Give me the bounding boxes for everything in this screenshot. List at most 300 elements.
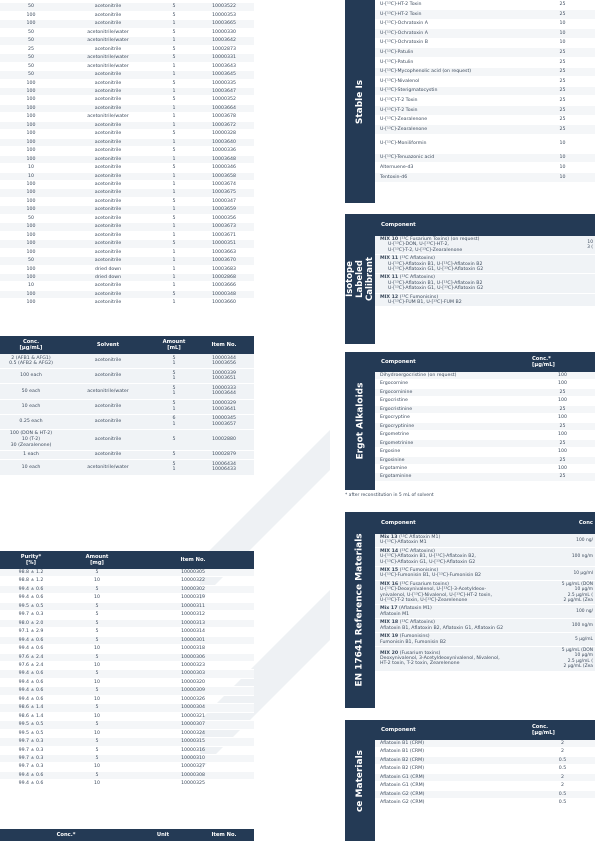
component-header: Component [381, 520, 416, 526]
table-cell: acetonitrile [62, 172, 154, 180]
table-cell: 99.4 ± 0.6 [0, 780, 62, 788]
table-cell: 25 [530, 58, 595, 68]
table-cell: 25 [530, 388, 595, 396]
table-cell: U-[¹³C]-Mycophenolic acid (on request) [375, 67, 530, 77]
table-cell: acetonitrile [62, 290, 154, 298]
table-cell: acetonitrile [62, 96, 154, 104]
table-cell: U-[¹³C]-T-2 Toxin [375, 96, 530, 106]
table-cell: 10000309 [132, 687, 254, 695]
table-cell: 5 [154, 96, 194, 104]
table-row [0, 450, 254, 460]
table-cell: 5 [62, 687, 132, 695]
table-cell: 2 [530, 773, 595, 781]
table-row [0, 96, 254, 104]
table-cell: 99.7 ± 0.3 [0, 763, 62, 771]
unit-header: Unit [156, 832, 170, 838]
table-cell: 10 [62, 594, 132, 602]
table-cell: 99.7 ± 0.3 [0, 611, 62, 619]
table-row [0, 602, 254, 610]
stable-mix-table [375, 214, 595, 307]
table-row [0, 62, 254, 70]
table-cell: 10003658 [194, 172, 254, 180]
table-row [375, 799, 595, 807]
table-cell: 50 [0, 214, 62, 222]
table-cell: 5 1 [154, 384, 194, 399]
table-cell: 10 [0, 282, 62, 290]
table-cell: 5 [154, 11, 194, 19]
table-cell: 25 [530, 405, 595, 413]
mix-title: MIX 10 [380, 237, 399, 242]
table-row [375, 473, 595, 481]
table-cell: Aflatoxin B2 (CRM) [375, 756, 530, 764]
table-row [375, 163, 595, 173]
table-cell: 10000320 [132, 678, 254, 686]
table-cell: acetonitrile [62, 121, 154, 129]
table-cell: 2 [530, 740, 595, 748]
table-cell: acetonitrile [62, 130, 154, 138]
table-row [0, 11, 254, 19]
footnote: * after reconstitution in 5 mL of solvent [345, 493, 434, 498]
table-cell: 97.6 ± 2.4 [0, 661, 62, 669]
table-row [0, 20, 254, 28]
table-row [0, 265, 254, 273]
component-row [375, 605, 595, 619]
table-cell: 100 [530, 448, 595, 456]
mix-title: MIX 11 [380, 256, 399, 262]
table-cell: Ergocryptinine [375, 422, 530, 430]
table-row [0, 28, 254, 36]
mix-component-line: U-[¹³C]-Aflatoxin G1, U-[¹³C]-Aflatoxin G2 [388, 267, 484, 273]
table-cell: 1 [154, 113, 194, 121]
table-cell: 10002880 [194, 429, 254, 450]
table-cell: U-[¹³C]-Sterigmatocystin [375, 86, 530, 96]
table-cell: 98.8 ± 1.2 [0, 577, 62, 585]
table-cell: 5 [62, 670, 132, 678]
table-cell: Ergocristinine [375, 405, 530, 413]
component-row [375, 274, 595, 293]
mix-component-line: U-[¹³C]-Aflatoxin B1, U-[¹³C]-Aflatoxin B2 [388, 261, 483, 267]
table-row [0, 670, 254, 678]
table-row [0, 155, 254, 163]
table-cell: Aflatoxin G1 (CRM) [375, 782, 530, 790]
table-cell: 5 [154, 3, 194, 11]
table-cell: 100 [0, 130, 62, 138]
table-cell: U-[¹³C]-Patulin [375, 48, 530, 58]
table-cell: 1 [154, 180, 194, 188]
table-row [0, 661, 254, 669]
conc-value: 5 µg/mL (DON 10 µg/m 2.5 µg/mL ( 2 µg/mL (Zea [561, 647, 593, 670]
table-row [0, 653, 254, 661]
table-cell: acetonitrile [62, 3, 154, 11]
table-cell: Ergometrine [375, 431, 530, 439]
table-cell: 100 [0, 113, 62, 121]
table-row [0, 71, 254, 79]
table-cell: acetonitrile/water [62, 54, 154, 62]
table-cell: acetonitrile [62, 11, 154, 19]
table-cell: 10000304 [132, 704, 254, 712]
mix-component-line: U-[¹³C]-Aflatoxin M1 [380, 540, 427, 546]
table-row [375, 439, 595, 447]
conc-header: Conc. [µg/mL] [19, 339, 43, 351]
table-row [0, 429, 254, 450]
table-cell: 10 [62, 729, 132, 737]
table-cell: 10000310 [132, 754, 254, 762]
mix-component-line: U-[¹³C]-Aflatoxin B1, U-[¹³C]-Aflatoxin B2 [388, 280, 483, 286]
left-mix-header [0, 336, 254, 354]
table-cell: 5 [62, 721, 132, 729]
table-cell: 10003665 [194, 20, 254, 28]
table-cell: 10002868 [194, 273, 254, 281]
table-cell: 25 [530, 10, 595, 20]
table-cell: 10000311 [132, 602, 254, 610]
table-row [375, 0, 595, 10]
table-cell: 10000331 [194, 54, 254, 62]
table-cell: 10000328 [194, 130, 254, 138]
table-cell: 25 [530, 422, 595, 430]
table-cell: 2 (AFB1 & AFG1) 0.5 (AFB2 & AFG2) [0, 354, 62, 369]
table-cell: 5 [62, 619, 132, 627]
table-cell: 100 [0, 231, 62, 239]
table-cell: 100 [530, 372, 595, 380]
mix-title: Mix 13 [380, 535, 398, 540]
table-cell: acetonitrile [62, 164, 154, 172]
conc-value: 100 ng/ [576, 537, 593, 543]
table-cell: acetonitrile [62, 45, 154, 53]
table-cell: 10000322 [132, 577, 254, 585]
table-cell: 5 1 [154, 460, 194, 475]
table-cell: 10003663 [194, 248, 254, 256]
table-cell: 10003642 [194, 37, 254, 45]
mix-title: MIX 19 [380, 634, 399, 640]
table-cell: 1 [154, 231, 194, 239]
table-cell: 100 [0, 138, 62, 146]
mix-title: MIX 15 [380, 568, 399, 574]
table-cell: acetonitrile [62, 79, 154, 87]
table-cell: 10003660 [194, 299, 254, 307]
table-cell: 10 [62, 661, 132, 669]
table-cell: acetonitrile [62, 240, 154, 248]
table-cell: 10 [530, 29, 595, 39]
table-cell: 10002873 [194, 45, 254, 53]
table-cell: 10 [62, 763, 132, 771]
table-cell: 10003645 [194, 71, 254, 79]
table-cell: acetonitrile [62, 20, 154, 28]
component-cell [375, 605, 557, 619]
conc-cell [557, 567, 595, 581]
table-cell: 1 [154, 20, 194, 28]
table-cell: 97.6 ± 2.4 [0, 653, 62, 661]
table-cell: 10000316 [132, 746, 254, 754]
table-cell: 100 [0, 273, 62, 281]
table-row [0, 746, 254, 754]
table-cell: 10000305 [132, 569, 254, 577]
conc-cell [555, 293, 595, 307]
table-cell: 10000319 [132, 594, 254, 602]
table-cell: 5 [154, 450, 194, 460]
table-cell: 99.4 ± 0.6 [0, 695, 62, 703]
table-row [0, 223, 254, 231]
table-cell: 50 each [0, 384, 62, 399]
table-row [375, 380, 595, 388]
amount-header: Amount [mL] [162, 339, 186, 351]
table-cell: 10000314 [132, 628, 254, 636]
component-cell [375, 633, 557, 647]
table-cell: Ergosine [375, 448, 530, 456]
table-cell: 25 [530, 96, 595, 106]
table-cell: 100 [530, 397, 595, 405]
mix-component-line: Aflatoxin B1, Aflatoxin B2, Aflatoxin G1, Aflatoxin G2 [380, 625, 504, 631]
table-row [0, 585, 254, 593]
table-row [0, 619, 254, 627]
mix-component-line: U-[¹³C]-Aflatoxin B1, U-[¹³C]-Aflatoxin B2, [380, 554, 476, 560]
table-cell: 10000308 [132, 771, 254, 779]
mix-subtitle: (Fusarium toxins) [399, 650, 441, 656]
component-cell [375, 619, 557, 633]
left-bottom-table [0, 829, 254, 841]
table-cell: 10003683 [194, 265, 254, 273]
table-cell: 1 [154, 121, 194, 129]
table-cell: 10003647 [194, 87, 254, 95]
component-row [375, 255, 595, 274]
table-row [0, 460, 254, 475]
component-cell [375, 567, 557, 581]
table-row [375, 10, 595, 20]
table-cell: Ergocristine [375, 397, 530, 405]
table-cell: 25 [530, 86, 595, 96]
table-cell: 5 [154, 147, 194, 155]
table-row [0, 738, 254, 746]
table-cell: 100 [0, 265, 62, 273]
table-cell: 10002879 [194, 450, 254, 460]
table-cell: 5 [154, 79, 194, 87]
component-cell [375, 255, 555, 274]
table-row [0, 384, 254, 399]
table-row [375, 740, 595, 748]
table-cell: 5 [154, 429, 194, 450]
table-row [0, 678, 254, 686]
table-cell: acetonitrile [62, 414, 154, 429]
table-cell: 100 [530, 380, 595, 388]
table-cell: U-[¹³C]-Nivalenol [375, 77, 530, 87]
table-cell: 1 [154, 155, 194, 163]
amount-mg-header: Amount [mg] [85, 554, 109, 566]
table-cell: 100 [0, 290, 62, 298]
table-cell: 5 [62, 704, 132, 712]
table-cell: 10000327 [132, 763, 254, 771]
table-cell: 25 [530, 77, 595, 87]
table-cell: 5 [154, 214, 194, 222]
component-cell [375, 534, 557, 547]
conc-header: Conc.* [56, 832, 76, 838]
table-row [0, 240, 254, 248]
table-row [375, 173, 595, 183]
table-cell: 100 [0, 87, 62, 95]
table-row [375, 773, 595, 781]
mix-component-line: U-[¹³C]-Aflatoxin G1, U-[¹³C]-Aflatoxin G2 [388, 286, 484, 292]
table-cell: 5 [62, 754, 132, 762]
table-cell: Aflatoxin G1 (CRM) [375, 773, 530, 781]
table-cell: U-[¹³C]-HT-2 Toxin [375, 0, 530, 10]
conc-header: Conc.* [µg/mL] [532, 356, 555, 368]
table-cell: 10000318 [132, 645, 254, 653]
table-cell: 10 [530, 173, 595, 183]
table-cell: 10003648 [194, 155, 254, 163]
table-row [375, 67, 595, 77]
table-row [0, 399, 254, 414]
mix-subtitle: (¹³C Aflatoxin M1) [398, 535, 441, 540]
table-cell: 99.4 ± 0.6 [0, 687, 62, 695]
table-row [0, 704, 254, 712]
component-row [375, 619, 595, 633]
table-cell: 10006434 10006433 [194, 460, 254, 475]
crm-side-label: ce Materials [345, 720, 375, 841]
table-cell: 97.1 ± 2.9 [0, 628, 62, 636]
table-cell: 1 [154, 104, 194, 112]
mix-subtitle: (¹³C Fusarium toxins) [399, 581, 449, 587]
table-row [0, 104, 254, 112]
table-cell: acetonitrile/water [62, 37, 154, 45]
table-row [0, 577, 254, 585]
table-cell: acetonitrile/water [62, 384, 154, 399]
table-cell: 5 [62, 738, 132, 746]
table-cell: 5 1 [154, 354, 194, 369]
item-header: Item No. [211, 342, 237, 348]
table-cell: 100 [0, 104, 62, 112]
table-cell: U-[¹³C]-Ochratoxin B [375, 38, 530, 48]
table-row [0, 771, 254, 779]
table-cell: 25 [530, 125, 595, 135]
table-row [0, 628, 254, 636]
table-row [375, 756, 595, 764]
table-cell: 10000323 [132, 661, 254, 669]
component-row [375, 236, 595, 255]
table-cell: 10000321 [132, 712, 254, 720]
table-cell: 99.7 ± 0.3 [0, 754, 62, 762]
table-cell: 5 [62, 771, 132, 779]
table-row [0, 687, 254, 695]
table-cell: Alternuene-d3 [375, 163, 530, 173]
table-row [375, 86, 595, 96]
table-row [0, 206, 254, 214]
table-cell: 5 [154, 130, 194, 138]
table-cell: 10 [62, 712, 132, 720]
table-cell: 50 [0, 257, 62, 265]
table-cell: dried down [62, 273, 154, 281]
mix-component-line: Aflatoxin M1 [380, 611, 410, 617]
table-cell: acetonitrile [62, 257, 154, 265]
table-cell: 1 [154, 71, 194, 79]
table-cell: 100 [0, 223, 62, 231]
table-cell: 100 [0, 240, 62, 248]
table-row [375, 48, 595, 58]
table-row [0, 214, 254, 222]
mix-title: MIX 18 [380, 620, 399, 626]
conc-value: 100 ng/ [576, 609, 593, 615]
table-cell: 50 [0, 54, 62, 62]
table-cell: 1 each [0, 450, 62, 460]
table-cell: 100 [0, 147, 62, 155]
table-cell: 100 [0, 11, 62, 19]
table-row [0, 79, 254, 87]
component-cell [375, 646, 557, 671]
component-cell [375, 236, 555, 255]
table-cell: Aflatoxin G2 (CRM) [375, 790, 530, 798]
table-cell: 10 [62, 780, 132, 788]
left-mix-table [0, 336, 254, 476]
conc-cell [557, 633, 595, 647]
table-row [0, 138, 254, 146]
table-row [0, 273, 254, 281]
table-cell: 10003659 [194, 206, 254, 214]
table-cell: Ergocorninine [375, 388, 530, 396]
table-cell: U-[¹³C]-HT-2 Toxin [375, 10, 530, 20]
mix-component-line: Deoxynivalenol, 3-Acetyldeoxynivalenol, Nivalenol, [380, 656, 500, 662]
table-cell: 10000333 10003644 [194, 384, 254, 399]
table-cell: Aflatoxin B1 (CRM) [375, 748, 530, 756]
table-cell: acetonitrile [62, 206, 154, 214]
table-cell: 1 [154, 206, 194, 214]
table-cell: 5 [154, 45, 194, 53]
table-cell: 10 [530, 163, 595, 173]
table-cell: 10000356 [194, 214, 254, 222]
mix-title: MIX 12 [380, 294, 399, 300]
table-cell: 10003670 [194, 257, 254, 265]
table-cell: 10003674 [194, 180, 254, 188]
table-cell: 100 [0, 121, 62, 129]
table-cell: 10000351 [194, 240, 254, 248]
table-cell: 10000315 [132, 738, 254, 746]
table-row [0, 569, 254, 577]
table-cell: 10000325 [132, 780, 254, 788]
table-cell: 25 [530, 473, 595, 481]
table-cell: acetonitrile/water [62, 460, 154, 475]
table-cell: acetonitrile [62, 155, 154, 163]
table-cell: 1 [154, 37, 194, 45]
mix-component-line: U-[¹³C]-Deoxynivalenol, U-[¹³C]-3-Acetyldeox- [380, 587, 487, 593]
mix-subtitle: (¹³C Fumonisins) [399, 294, 439, 300]
table-cell: 99.5 ± 0.5 [0, 602, 62, 610]
table-row [0, 113, 254, 121]
table-cell: dried down [62, 265, 154, 273]
mix-title: MIX 16 [380, 581, 399, 587]
table-row [0, 257, 254, 265]
table-cell: U-[¹³C]-Ochratoxin A [375, 29, 530, 39]
table-cell: 25 [530, 67, 595, 77]
table-row [375, 125, 595, 135]
conc-value: 100 ng/m [571, 622, 593, 628]
component-cell [375, 580, 557, 605]
table-cell: 25 [530, 456, 595, 464]
conc-cell [555, 236, 595, 255]
table-cell: 1 [154, 248, 194, 256]
table-cell: 98.0 ± 2.0 [0, 619, 62, 627]
conc-value: 10 [587, 239, 593, 245]
stable-isotope-table [375, 0, 595, 183]
table-row [0, 721, 254, 729]
table-cell: acetonitrile [62, 429, 154, 450]
table-cell: 10000339 10003651 [194, 369, 254, 384]
mix-title: MIX 14 [380, 548, 399, 554]
table-row [375, 77, 595, 87]
table-cell: 5 1 [154, 399, 194, 414]
table-row [0, 87, 254, 95]
conc-cell [557, 547, 595, 566]
table-row [375, 405, 595, 413]
mix-component-line: U-[¹³C]-Fumonisin B1, U-[¹³C]-Fumonisin B2 [380, 573, 482, 579]
conc-value: 10 µg/ml [573, 570, 593, 576]
mix-subtitle: (¹³C Fusarium Toxins) (on request) [399, 237, 480, 242]
table-cell: 10000346 [194, 164, 254, 172]
